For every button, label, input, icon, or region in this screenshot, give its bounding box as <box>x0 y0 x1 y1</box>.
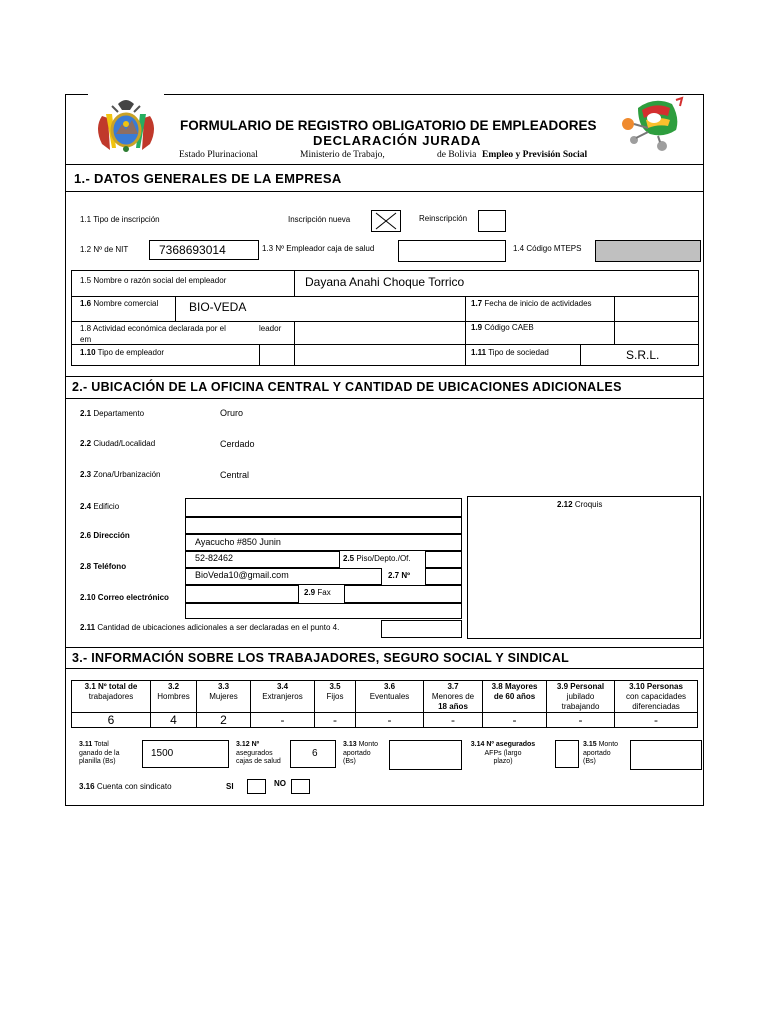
correo-field-2[interactable] <box>185 603 462 619</box>
label-3-16: 3.16 Cuenta con sindicato <box>79 782 172 791</box>
workers-table-header: 3.5 Fijos <box>314 680 356 713</box>
workers-table-value[interactable]: - <box>423 712 483 728</box>
label-3-14: 3.14 Nº asegurados AFPs (largo plazo) <box>470 741 536 765</box>
workers-table-header: 3.1 Nº total de trabajadores <box>71 680 151 713</box>
label-2-7: 2.7 Nº <box>388 571 411 580</box>
label-1-6: 1.6 Nombre comercial <box>80 299 159 308</box>
divider <box>65 164 704 165</box>
grid-line <box>71 321 699 322</box>
workers-table-header: 3.9 Personal jubilado trabajando <box>546 680 615 713</box>
label-1-10: 1.10 Tipo de empleador <box>80 348 165 357</box>
email-value: BioVeda10@gmail.com <box>195 570 289 580</box>
divider <box>65 398 704 399</box>
nombre-value: Dayana Anahi Choque Torrico <box>305 275 465 289</box>
workers-table-value[interactable]: - <box>250 712 315 728</box>
workers-table-value[interactable]: 4 <box>150 712 197 728</box>
grid-line <box>580 344 581 366</box>
workers-table-value[interactable]: - <box>614 712 698 728</box>
label-1-5: 1.5 Nombre o razón social del empleador <box>80 276 227 285</box>
workers-table-header: 3.6 Eventuales <box>355 680 424 713</box>
label-2-3: 2.3 Zona/Urbanización <box>80 470 161 479</box>
workers-table-value[interactable]: 2 <box>196 712 251 728</box>
label-1-11: 1.11 Tipo de sociedad <box>471 348 549 357</box>
edificio-field[interactable] <box>185 498 462 517</box>
label-1-8b: em <box>80 335 92 344</box>
checkbox-si[interactable] <box>247 779 266 794</box>
label-2-2: 2.2 Ciudad/Localidad <box>80 439 156 448</box>
label-2-4: 2.4 Edificio <box>80 502 120 511</box>
monto-aportado-field[interactable] <box>389 740 462 770</box>
croquis-box[interactable] <box>467 496 701 639</box>
workers-table-header: 3.2 Hombres <box>150 680 197 713</box>
label-2-10: 2.10 Correo electrónico <box>80 593 169 602</box>
label-2-9: 2.9 Fax <box>304 588 331 597</box>
departamento-value: Oruro <box>220 408 244 418</box>
label-1-2: 1.2 Nº de NIT <box>80 245 129 254</box>
checkbox-inscripcion-nueva[interactable] <box>371 210 401 232</box>
ministry-logo <box>620 94 688 156</box>
section-1-heading: 1.- DATOS GENERALES DE LA EMPRESA <box>74 171 342 186</box>
grid-line <box>71 296 699 297</box>
form-title: FORMULARIO DE REGISTRO OBLIGATORIO DE EMPLEADORES <box>180 118 597 133</box>
label-1-3: 1.3 Nº Empleador caja de salud <box>262 244 375 253</box>
grid-line <box>175 296 176 321</box>
workers-table-header: 3.4 Extranjeros <box>250 680 315 713</box>
label-1-4: 1.4 Código MTEPS <box>513 244 582 253</box>
afp-asegurados-field[interactable] <box>555 740 579 768</box>
checkbox-reinscripcion[interactable] <box>478 210 506 232</box>
asegurados-value: 6 <box>312 748 318 759</box>
header-bolivia: de Bolivia <box>437 150 477 160</box>
workers-table-header: 3.3 Mujeres <box>196 680 251 713</box>
grid-line <box>294 270 295 296</box>
divider <box>65 376 704 377</box>
total-ganado-value: 1500 <box>151 748 174 759</box>
label-3-15: 3.15 Monto aportado (Bs) <box>583 741 619 765</box>
mteps-field[interactable] <box>595 240 701 262</box>
telefono-value: 52-82462 <box>195 553 234 563</box>
workers-table-value[interactable]: - <box>482 712 547 728</box>
piso-field[interactable] <box>425 551 462 568</box>
workers-table-header: 3.8 Mayores de 60 años <box>482 680 547 713</box>
workers-table-header: 3.10 Personas con capacidades diferenciadas <box>614 680 698 713</box>
afp-monto-field[interactable] <box>630 740 702 770</box>
label-1-8c: leador <box>259 324 282 333</box>
header-empleo: Empleo y Previsión Social <box>482 150 588 160</box>
label-3-11: 3.11 Total ganado de la planilla (Bs) <box>79 741 120 765</box>
grid-line <box>614 296 615 344</box>
label-2-11: 2.11 Cantidad de ubicaciones adicionales a ser declaradas en el punto 4. <box>80 623 340 632</box>
checkbox-no[interactable] <box>291 779 310 794</box>
divider <box>65 647 704 648</box>
label-2-1: 2.1 Departamento <box>80 409 145 418</box>
grid-line <box>465 296 466 366</box>
grid-line <box>71 344 699 345</box>
workers-table-value[interactable]: - <box>355 712 424 728</box>
label-2-6: 2.6 Dirección <box>80 531 130 540</box>
label-2-5: 2.5 Piso/Depto./Of. <box>343 554 411 563</box>
grid-line <box>294 321 295 366</box>
label-reinscripcion: Reinscripción <box>419 214 468 223</box>
label-si: SI <box>226 782 234 791</box>
checkmark-x-icon <box>372 211 400 231</box>
section-2-heading: 2.- UBICACIÓN DE LA OFICINA CENTRAL Y CANTIDAD DE UBICACIONES ADICIONALES <box>72 380 622 394</box>
numero-field[interactable] <box>425 568 462 585</box>
header-estado: Estado Plurinacional <box>179 150 258 160</box>
label-1-1: 1.1 Tipo de inscripción <box>80 215 160 224</box>
label-1-7: 1.7 Fecha de inicio de actividades <box>471 299 592 308</box>
fax-field[interactable] <box>344 585 462 603</box>
label-3-13: 3.13 Monto aportado (Bs) <box>343 741 379 765</box>
label-1-8: 1.8 Actividad económica declarada por el <box>80 324 226 333</box>
correo-field[interactable] <box>185 585 299 603</box>
section-3-heading: 3.- INFORMACIÓN SOBRE LOS TRABAJADORES, SEGURO SOCIAL Y SINDICAL <box>72 651 570 665</box>
direccion-field-1[interactable] <box>185 517 462 534</box>
nombre-comercial-value: BIO-VEDA <box>189 300 247 314</box>
ciudad-value: Cerdado <box>220 439 255 449</box>
divider <box>65 668 704 669</box>
caja-salud-field[interactable] <box>398 240 506 262</box>
divider <box>65 191 704 192</box>
label-inscripcion-nueva: Inscripción nueva <box>288 215 351 224</box>
grid-line <box>259 344 260 366</box>
header-ministerio: Ministerio de Trabajo, <box>300 150 385 160</box>
direccion-value: Ayacucho #850 Junin <box>195 537 281 547</box>
workers-table-value[interactable]: - <box>546 712 615 728</box>
form-subtitle: DECLARACIÓN JURADA <box>313 133 482 148</box>
bolivia-coat-of-arms-logo <box>88 94 164 158</box>
zona-value: Central <box>220 470 250 480</box>
ubicaciones-field[interactable] <box>381 620 462 638</box>
workers-table-value[interactable]: 6 <box>71 712 151 728</box>
label-2-8: 2.8 Teléfono <box>80 562 127 571</box>
label-2-12: 2.12 Croquis <box>557 500 603 509</box>
label-no: NO <box>274 779 286 788</box>
workers-table-value[interactable]: - <box>314 712 356 728</box>
label-3-12: 3.12 Nº asegurados cajas de salud <box>236 741 281 765</box>
nit-value: 7368693014 <box>159 243 226 257</box>
workers-table-header: 3.7 Menores de 18 años <box>423 680 483 713</box>
sociedad-value: S.R.L. <box>626 348 660 362</box>
label-1-9: 1.9 Código CAEB <box>471 323 534 332</box>
